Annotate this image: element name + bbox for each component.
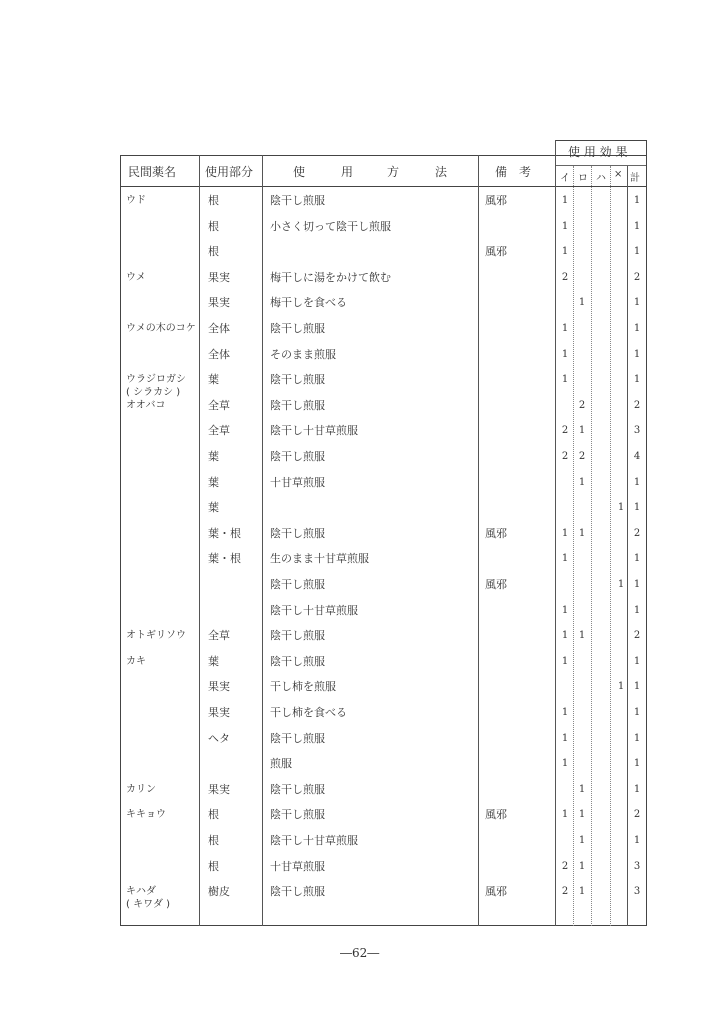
used-part: 果実 bbox=[208, 782, 230, 796]
note: 風邪 bbox=[485, 808, 507, 822]
used-part: 根 bbox=[208, 808, 219, 822]
effect-x: 1 bbox=[617, 579, 625, 590]
page-number: ―62― bbox=[340, 946, 380, 960]
header-effect-ha: ハ bbox=[596, 173, 606, 184]
effect-total: 3 bbox=[633, 886, 641, 898]
effect-ro: 1 bbox=[578, 476, 586, 488]
table-row bbox=[120, 495, 647, 520]
effect-total: 1 bbox=[633, 374, 641, 386]
usage-method: 十甘草煎服 bbox=[270, 475, 325, 489]
effect-header-top-border bbox=[555, 140, 646, 141]
table-row bbox=[120, 700, 647, 725]
effect-ro: 2 bbox=[578, 451, 586, 462]
used-part: 全体 bbox=[208, 322, 230, 335]
effect-ro: 1 bbox=[578, 527, 586, 539]
effect-header-divider bbox=[555, 165, 646, 166]
effect-i: 1 bbox=[561, 809, 569, 821]
effect-i: 1 bbox=[561, 195, 569, 206]
table-row bbox=[120, 188, 647, 213]
table-row bbox=[120, 290, 647, 315]
note: 風邪 bbox=[485, 526, 507, 540]
effect-i: 1 bbox=[561, 374, 569, 386]
used-part: 果実 bbox=[208, 706, 230, 719]
used-part: 全草 bbox=[208, 424, 230, 438]
usage-method: 陰干し十甘草煎服 bbox=[270, 834, 358, 847]
effect-ro: 2 bbox=[578, 399, 586, 411]
used-part: 果実 bbox=[208, 296, 230, 310]
table-row bbox=[120, 470, 647, 495]
used-part: 葉 bbox=[208, 373, 219, 387]
medicine-name: キキョウ bbox=[126, 809, 166, 821]
effect-i: 1 bbox=[561, 732, 569, 744]
usage-method: 生のまま十甘草煎服 bbox=[270, 552, 369, 566]
usage-method: 煎服 bbox=[270, 757, 292, 771]
table-row bbox=[120, 546, 647, 571]
effect-i: 1 bbox=[561, 630, 569, 642]
effect-x: 1 bbox=[617, 681, 625, 693]
effect-total: 2 bbox=[633, 271, 641, 283]
medicine-name: ウメ bbox=[126, 271, 146, 283]
effect-total: 1 bbox=[633, 323, 641, 334]
effect-ro: 1 bbox=[578, 860, 586, 872]
effect-i: 2 bbox=[561, 271, 569, 283]
effect-i: 1 bbox=[561, 220, 569, 232]
header-method-char: 法 bbox=[435, 165, 448, 179]
effect-total: 1 bbox=[633, 579, 641, 590]
effect-total: 1 bbox=[633, 476, 641, 488]
used-part: 根 bbox=[208, 859, 219, 873]
table-row bbox=[120, 342, 647, 367]
effect-total: 1 bbox=[633, 732, 641, 744]
table-row bbox=[120, 418, 647, 443]
used-part: 全体 bbox=[208, 347, 230, 361]
usage-method: 陰干し煎服 bbox=[270, 654, 325, 668]
effect-total: 1 bbox=[633, 783, 641, 795]
usage-method: 陰干し煎服 bbox=[270, 322, 325, 335]
effect-total: 2 bbox=[633, 809, 641, 821]
header-part: 使用部分 bbox=[205, 165, 254, 179]
table-row bbox=[120, 214, 647, 239]
used-part: 葉 bbox=[208, 450, 219, 463]
medicine-name: オオバコ bbox=[126, 399, 166, 411]
usage-method: 陰干し煎服 bbox=[270, 194, 325, 207]
effect-ro: 1 bbox=[578, 886, 586, 898]
header-name: 民間薬名 bbox=[128, 165, 177, 179]
medicine-name: カキ bbox=[126, 655, 146, 667]
effect-total: 1 bbox=[633, 348, 641, 360]
effect-total: 4 bbox=[633, 451, 641, 462]
header-note: 備 考 bbox=[495, 165, 532, 179]
header-effect-x: × bbox=[614, 169, 623, 180]
effect-total: 1 bbox=[633, 707, 641, 718]
medicine-name: カリン bbox=[126, 783, 156, 795]
usage-method: 陰干し煎服 bbox=[270, 629, 325, 643]
effect-total: 1 bbox=[633, 553, 641, 565]
usage-method: 陰干し煎服 bbox=[270, 885, 325, 899]
used-part: 葉・根 bbox=[208, 552, 241, 566]
effect-total: 3 bbox=[633, 860, 641, 872]
table-row bbox=[120, 316, 647, 341]
usage-method: 陰干し煎服 bbox=[270, 398, 325, 412]
table-row bbox=[120, 777, 647, 802]
effect-i: 1 bbox=[561, 707, 569, 718]
usage-method: 陰干し煎服 bbox=[270, 808, 325, 822]
usage-method: 十甘草煎服 bbox=[270, 859, 325, 873]
effect-total: 1 bbox=[633, 297, 641, 309]
medicine-name: ウラジロガシ ( シラカシ ) bbox=[126, 374, 186, 399]
effect-total: 2 bbox=[633, 399, 641, 411]
table-row bbox=[120, 879, 647, 911]
table-row bbox=[120, 751, 647, 776]
effect-ro: 1 bbox=[578, 809, 586, 821]
usage-method: 梅干しを食べる bbox=[270, 296, 347, 310]
table-row bbox=[120, 854, 647, 879]
header-effect-total: 計 bbox=[630, 173, 640, 184]
medicine-name: ウメの木のコケ bbox=[126, 323, 196, 334]
usage-method: 陰干し煎服 bbox=[270, 578, 325, 591]
effect-i: 1 bbox=[561, 246, 569, 258]
effect-ro: 1 bbox=[578, 297, 586, 309]
table-row bbox=[120, 444, 647, 469]
note: 風邪 bbox=[485, 245, 507, 259]
effect-i: 1 bbox=[561, 604, 569, 616]
effect-total: 1 bbox=[633, 195, 641, 206]
table-row bbox=[120, 726, 647, 751]
table-row bbox=[120, 828, 647, 853]
effect-total: 3 bbox=[633, 425, 641, 437]
header-method-char: 使 bbox=[293, 165, 306, 179]
usage-method: 陰干し煎服 bbox=[270, 526, 325, 540]
usage-method: 小さく切って陰干し煎服 bbox=[270, 219, 391, 233]
note: 風邪 bbox=[485, 194, 507, 207]
note: 風邪 bbox=[485, 578, 507, 591]
note: 風邪 bbox=[485, 885, 507, 899]
medicine-name: オトギリソウ bbox=[126, 630, 186, 642]
usage-method: 陰干し煎服 bbox=[270, 373, 325, 387]
effect-i: 2 bbox=[561, 886, 569, 898]
effect-i: 1 bbox=[561, 758, 569, 770]
used-part: 全草 bbox=[208, 629, 230, 643]
effect-total: 1 bbox=[633, 655, 641, 667]
used-part: 根 bbox=[208, 194, 219, 207]
effect-total: 1 bbox=[633, 220, 641, 232]
table-row bbox=[120, 623, 647, 648]
used-part: 根 bbox=[208, 245, 219, 259]
used-part: 根 bbox=[208, 834, 219, 847]
used-part: 根 bbox=[208, 219, 219, 233]
usage-method: 陰干し十甘草煎服 bbox=[270, 424, 358, 438]
usage-method: 陰干し煎服 bbox=[270, 782, 325, 796]
table-row bbox=[120, 649, 647, 674]
used-part: ヘタ bbox=[208, 731, 230, 745]
effect-total: 1 bbox=[633, 246, 641, 258]
usage-method: 陰干し十甘草煎服 bbox=[270, 603, 358, 617]
effect-total: 1 bbox=[633, 604, 641, 616]
effect-i: 2 bbox=[561, 451, 569, 462]
usage-method: 陰干し煎服 bbox=[270, 450, 325, 463]
used-part: 葉 bbox=[208, 501, 219, 515]
effect-i: 2 bbox=[561, 860, 569, 872]
table-row bbox=[120, 239, 647, 264]
header-effect-i: イ bbox=[560, 173, 570, 184]
effect-total: 2 bbox=[633, 630, 641, 642]
effect-x: 1 bbox=[617, 502, 625, 514]
effect-ro: 1 bbox=[578, 835, 586, 846]
effect-ro: 1 bbox=[578, 630, 586, 642]
table-row bbox=[120, 598, 647, 623]
effect-i: 1 bbox=[561, 323, 569, 334]
effect-i: 1 bbox=[561, 553, 569, 565]
used-part: 葉 bbox=[208, 475, 219, 489]
effect-total: 1 bbox=[633, 681, 641, 693]
usage-method: 干し柿を煎服 bbox=[270, 680, 336, 694]
used-part: 全草 bbox=[208, 398, 230, 412]
header-method-char: 方 bbox=[387, 165, 400, 179]
used-part: 葉・根 bbox=[208, 526, 241, 540]
header-method-char: 用 bbox=[341, 165, 354, 179]
table-row bbox=[120, 393, 647, 418]
effect-total: 1 bbox=[633, 835, 641, 846]
usage-method: 干し柿を食べる bbox=[270, 706, 347, 719]
effect-i: 1 bbox=[561, 527, 569, 539]
effect-i: 2 bbox=[561, 425, 569, 437]
effect-total: 2 bbox=[633, 527, 641, 539]
header-effect-title: 使 用 効 果 bbox=[568, 145, 628, 159]
table-row bbox=[120, 802, 647, 827]
usage-method: 陰干し煎服 bbox=[270, 731, 325, 745]
usage-method: 梅干しに湯をかけて飲む bbox=[270, 270, 391, 284]
used-part: 葉 bbox=[208, 654, 219, 668]
table-row bbox=[120, 521, 647, 546]
effect-total: 1 bbox=[633, 502, 641, 514]
table-row bbox=[120, 674, 647, 699]
effect-ro: 1 bbox=[578, 783, 586, 795]
table-row bbox=[120, 265, 647, 290]
medicine-name: キハダ ( キワダ ) bbox=[126, 886, 171, 911]
header-effect-ro: ロ bbox=[578, 173, 588, 184]
effect-i: 1 bbox=[561, 348, 569, 360]
effect-ro: 1 bbox=[578, 425, 586, 437]
used-part: 果実 bbox=[208, 680, 230, 694]
table-row bbox=[120, 367, 647, 399]
used-part: 樹皮 bbox=[208, 885, 230, 899]
effect-total: 1 bbox=[633, 758, 641, 770]
effect-i: 1 bbox=[561, 655, 569, 667]
used-part: 果実 bbox=[208, 270, 230, 284]
table-row bbox=[120, 572, 647, 597]
medicine-name: ウド bbox=[126, 195, 146, 206]
usage-method: そのまま煎服 bbox=[270, 347, 336, 361]
